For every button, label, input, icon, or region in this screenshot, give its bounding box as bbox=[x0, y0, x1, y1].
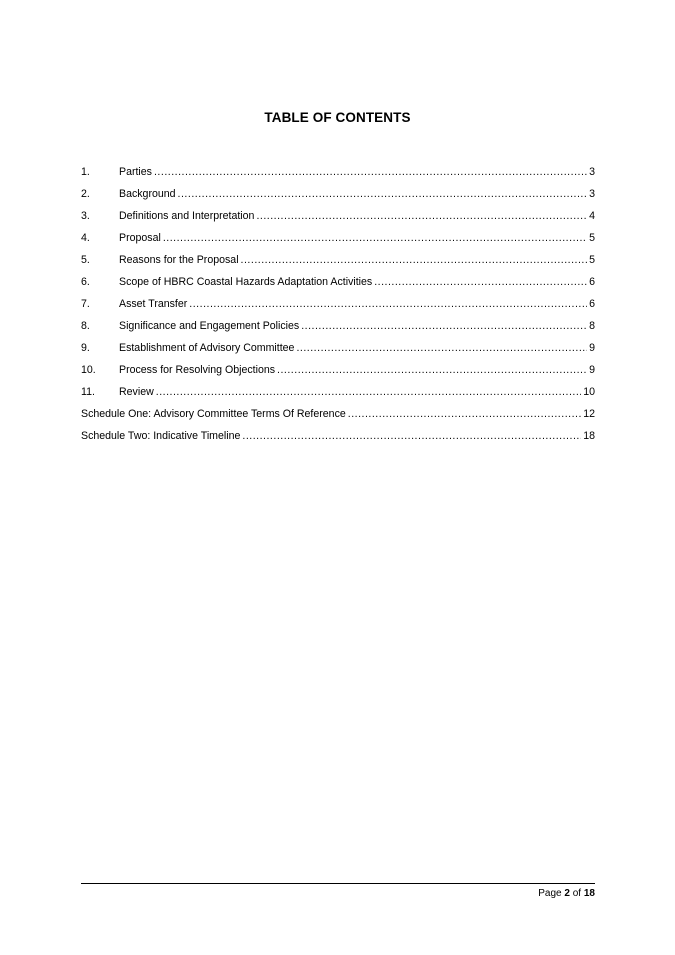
toc-entry-number: 7. bbox=[81, 298, 90, 310]
toc-entry-page: 9 bbox=[589, 342, 595, 354]
toc-entry-page: 12 bbox=[583, 408, 595, 420]
toc-entry-scope[interactable] bbox=[81, 274, 595, 296]
toc-entry-label: Establishment of Advisory Committee bbox=[119, 342, 295, 354]
dot-leader bbox=[296, 340, 587, 356]
toc-entry-page: 9 bbox=[589, 364, 595, 376]
toc-entry-label: Asset Transfer bbox=[119, 298, 188, 310]
toc-entry-page: 8 bbox=[589, 320, 595, 332]
toc-entry-proposal[interactable] bbox=[81, 230, 595, 252]
toc-entry-number: 8. bbox=[81, 320, 90, 332]
toc-entry-significance[interactable] bbox=[81, 318, 595, 340]
toc-entry-label: Scope of HBRC Coastal Hazards Adaptation Activities bbox=[119, 276, 373, 288]
toc-entry-schedule-two[interactable] bbox=[81, 428, 595, 450]
toc-list bbox=[81, 164, 595, 450]
footer-page-prefix: Page bbox=[538, 888, 562, 899]
toc-entry-objections[interactable] bbox=[81, 362, 595, 384]
dot-leader bbox=[156, 384, 581, 400]
toc-entry-page: 5 bbox=[589, 254, 595, 266]
dot-leader bbox=[242, 428, 581, 444]
dot-leader bbox=[178, 186, 588, 202]
toc-entry-label: Schedule Two: Indicative Timeline bbox=[81, 430, 241, 442]
toc-entry-number: 1. bbox=[81, 166, 90, 178]
footer-divider bbox=[81, 883, 595, 884]
toc-entry-review[interactable] bbox=[81, 384, 595, 406]
toc-entry-label: Background bbox=[119, 188, 176, 200]
toc-entry-number: 3. bbox=[81, 210, 90, 222]
toc-entry-number: 6. bbox=[81, 276, 90, 288]
toc-entry-page: 10 bbox=[583, 386, 595, 398]
toc-entry-page: 18 bbox=[583, 430, 595, 442]
toc-entry-label: Review bbox=[119, 386, 154, 398]
toc-entry-page: 6 bbox=[589, 276, 595, 288]
toc-entry-page: 3 bbox=[589, 166, 595, 178]
toc-entry-page: 6 bbox=[589, 298, 595, 310]
toc-entry-reasons[interactable] bbox=[81, 252, 595, 274]
toc-entry-label: Process for Resolving Objections bbox=[119, 364, 276, 376]
toc-entry-number: 2. bbox=[81, 188, 90, 200]
dot-leader bbox=[277, 362, 587, 378]
dot-leader bbox=[256, 208, 587, 224]
toc-entry-number: 5. bbox=[81, 254, 90, 266]
footer-total-pages: 18 bbox=[583, 888, 595, 899]
toc-entry-asset-transfer[interactable] bbox=[81, 296, 595, 318]
toc-entry-number: 11. bbox=[81, 386, 95, 398]
toc-entry-label: Reasons for the Proposal bbox=[119, 254, 239, 266]
toc-entry-advisory-committee[interactable] bbox=[81, 340, 595, 362]
dot-leader bbox=[301, 318, 587, 334]
dot-leader bbox=[241, 252, 588, 268]
toc-entry-number: 10. bbox=[81, 364, 96, 376]
footer-current-page: 2 bbox=[564, 888, 570, 899]
toc-entry-page: 4 bbox=[589, 210, 595, 222]
toc-entry-label: Significance and Engagement Policies bbox=[119, 320, 300, 332]
toc-entry-label: Proposal bbox=[119, 232, 161, 244]
toc-entry-background[interactable] bbox=[81, 186, 595, 208]
toc-entry-label: Schedule One: Advisory Committee Terms Of Reference bbox=[81, 408, 346, 420]
page-footer bbox=[81, 888, 595, 899]
toc-title: TABLE OF CONTENTS bbox=[264, 110, 411, 125]
footer-of: of bbox=[572, 888, 582, 899]
dot-leader bbox=[163, 230, 587, 246]
dot-leader bbox=[189, 296, 587, 312]
toc-entry-definitions[interactable] bbox=[81, 208, 595, 230]
dot-leader bbox=[374, 274, 587, 290]
toc-entry-number: 4. bbox=[81, 232, 90, 244]
toc-entry-label: Parties bbox=[119, 166, 152, 178]
toc-entry-parties[interactable] bbox=[81, 164, 595, 186]
dot-leader bbox=[348, 406, 581, 422]
toc-entry-label: Definitions and Interpretation bbox=[119, 210, 255, 222]
toc-entry-schedule-one[interactable] bbox=[81, 406, 595, 428]
toc-entry-page: 5 bbox=[589, 232, 595, 244]
toc-entry-page: 3 bbox=[589, 188, 595, 200]
toc-entry-number: 9. bbox=[81, 342, 90, 354]
dot-leader bbox=[154, 164, 587, 180]
